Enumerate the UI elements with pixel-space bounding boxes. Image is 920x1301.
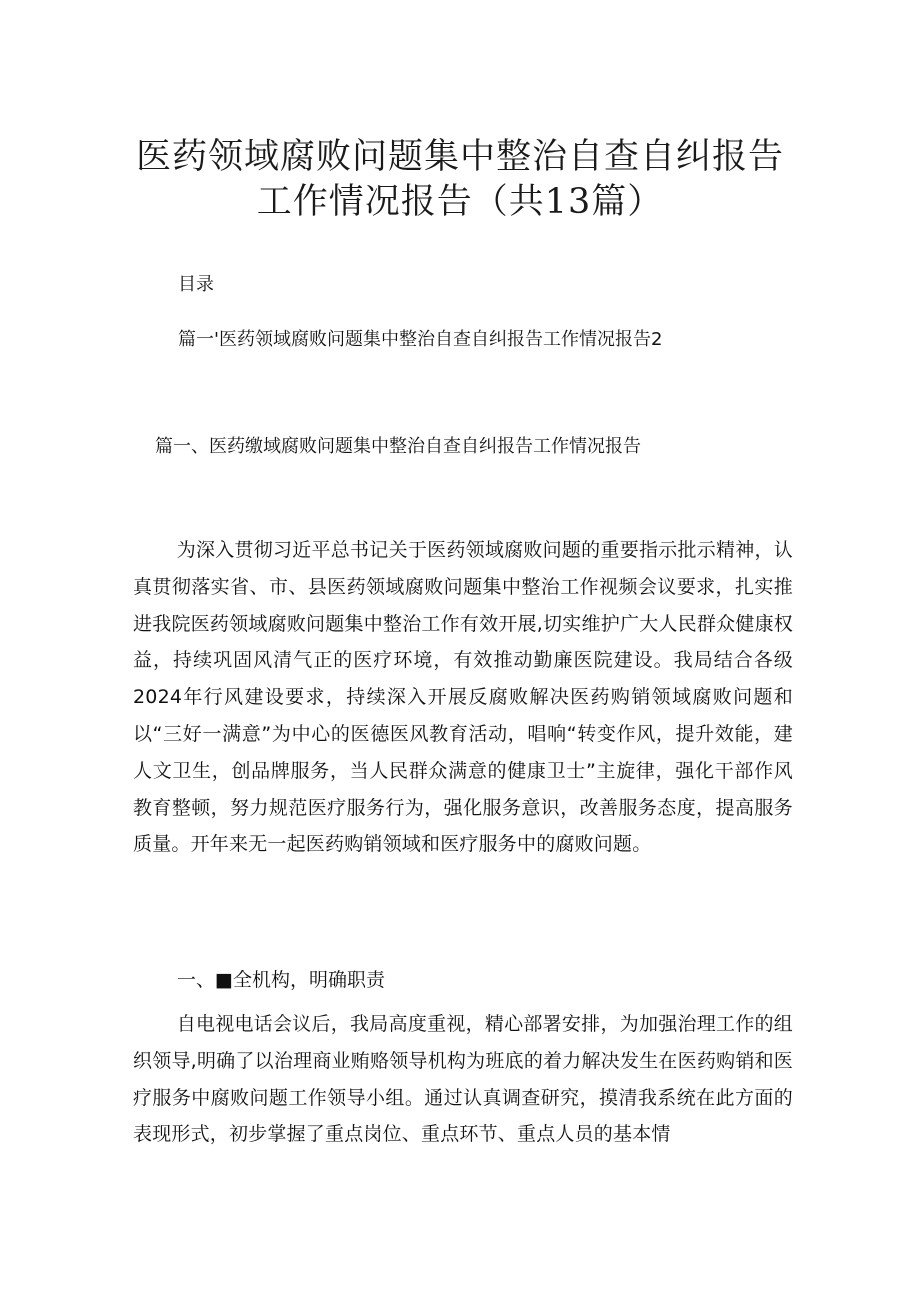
toc-heading: 目录	[178, 274, 214, 295]
sub-heading-1: 一、■全机构，明确职责	[177, 969, 385, 991]
body-paragraph-1: 为深入贯彻习近平总书记关于医药领域腐败问题的重要指示批示精神，认真贯彻落实省、市、县医药领域腐败问题集中整治工作视频会议要求，扎实推进我院医药领域腐败问题集中整治工作有效开展,切实维护广大人民群众健康权益，持续巩固风清气正的医疗环境，有效推动勤廉医院建设。我局结合各级2024年行风建设要求，持续深入开展反腐败解决医药购销领域腐败问题和以“三好一满意”为中心的医德医风教育活动，唱响“转变作风，提升效能，建人文卫生，创品牌服务，当人民群众满意的健康卫士”主旋律，强化干部作风教育整顿，努力规范医疗服务行为，强化服务意识，改善服务态度，提高服务质量。开年来无一起医药购销领域和医疗服务中的腐败问题。	[133, 539, 793, 856]
toc-item: 篇一'医药领域腐败问题集中整治自查自纠报告工作情况报告2	[178, 329, 663, 350]
document-title-line-2: 工作情况报告（共13篇）	[256, 182, 664, 222]
document-title-line-1: 医药领域腐败问题集中整治自查自纠报告	[135, 137, 784, 177]
section-heading: 篇一、医药缴域腐败问题集中整治自查自纠报告工作情况报告	[155, 436, 641, 457]
body-paragraph-2: 自电视电话会议后，我局高度重视，精心部署安排，为加强治理工作的组织领导,明确了以治理商业贿赂领导机构为班底的着力解决发生在医药购销和医疗服务中腐败问题工作领导小组。通过认真调查研究，摸清我系统在此方面的表现形式，初步掌握了重点岗位、重点环节、重点人员的基本情	[133, 1013, 793, 1146]
